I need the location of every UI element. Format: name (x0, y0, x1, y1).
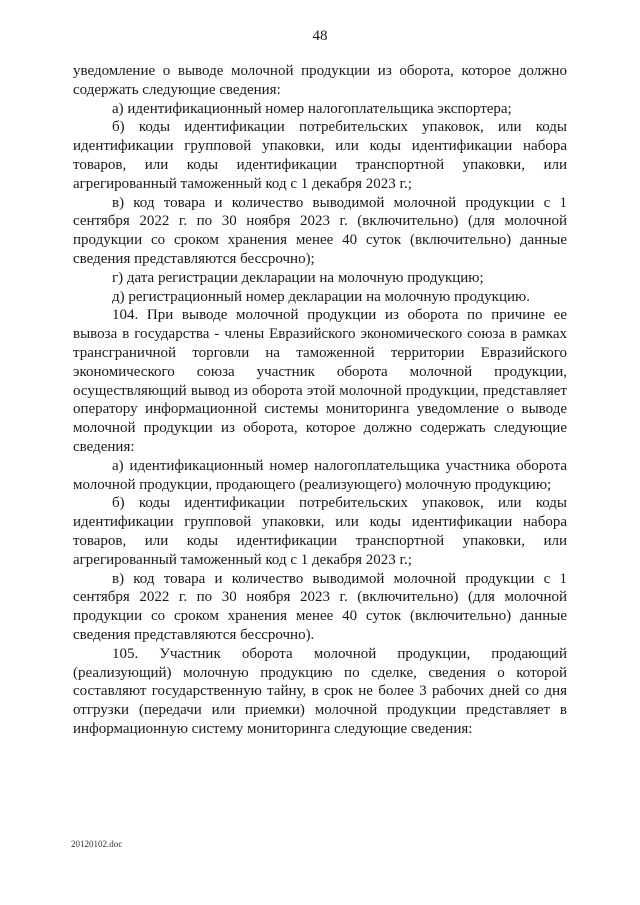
footer-doc-id: 20120102.doc (71, 839, 123, 849)
list-item-d: д) регистрационный номер декларации на молочную продукцию. (112, 288, 530, 305)
list-item-v: в) код товара и количество выводимой молочной продукции с 1 сентября 2022 г. по 30 ноября 2023 г. (включительно) (для молочной продукции со сроком хранения менее 40 суток (включительно) данные сведения представляются бессрочно). (73, 570, 567, 643)
list-item-v: в) код товара и количество выводимой молочной продукции с 1 сентября 2022 г. по 30 ноября 2023 г. (включительно) (для молочной продукции со сроком хранения менее 40 суток (включительно) данные сведения представляются бессрочно); (73, 194, 567, 267)
list-item-b: б) коды идентификации потребительских упаковок, или коды идентификации групповой упаковки, или коды идентификации набора товаров, или коды идентификации транспортной упаковки, или агрегированный таможенный код с 1 декабря 2023 г.; (73, 495, 567, 568)
list-item-b: б) коды идентификации потребительских упаковок, или коды идентификации групповой упаковки, или коды идентификации набора товаров, или коды идентификации транспортной упаковки, или агрегированный таможенный код с 1 декабря 2023 г.; (73, 119, 567, 192)
list-item-g: г) дата регистрации декларации на молочную продукцию; (112, 269, 484, 286)
clause-105: 105. Участник оборота молочной продукции, продающий (реализующий) молочную продукцию по сделке, сведения о которой составляют государственную тайну, в срок не более 3 рабочих дней со дня отгрузки (передачи или приемки) молочной продукции представляет в информационную систему мониторинга следующие сведения: (73, 645, 567, 737)
document-body (73, 62, 567, 739)
page-number: 48 (312, 28, 328, 44)
list-item-a: а) идентификационный номер налогоплательщика участника оборота молочной продукции, продающего (реализующего) молочную продукцию; (73, 457, 567, 493)
list-item-a: а) идентификационный номер налогоплательщика экспортера; (112, 100, 512, 117)
paragraph-continuation: уведомление о выводе молочной продукции из оборота, которое должно содержать следующие сведения: (73, 63, 567, 98)
clause-104: 104. При выводе молочной продукции из оборота по причине ее вывоза в государства - члены Евразийского экономического союза в рамках трансграничной торговли на таможенной территории Евразийского экономического союза участник оборота молочной продукции, осуществляющий вывод из оборота этой молочной продукции, представляет оператору информационной системы мониторинга уведомление о выводе молочной продукции из оборота, которое должно содержать следующие сведения: (73, 307, 567, 455)
